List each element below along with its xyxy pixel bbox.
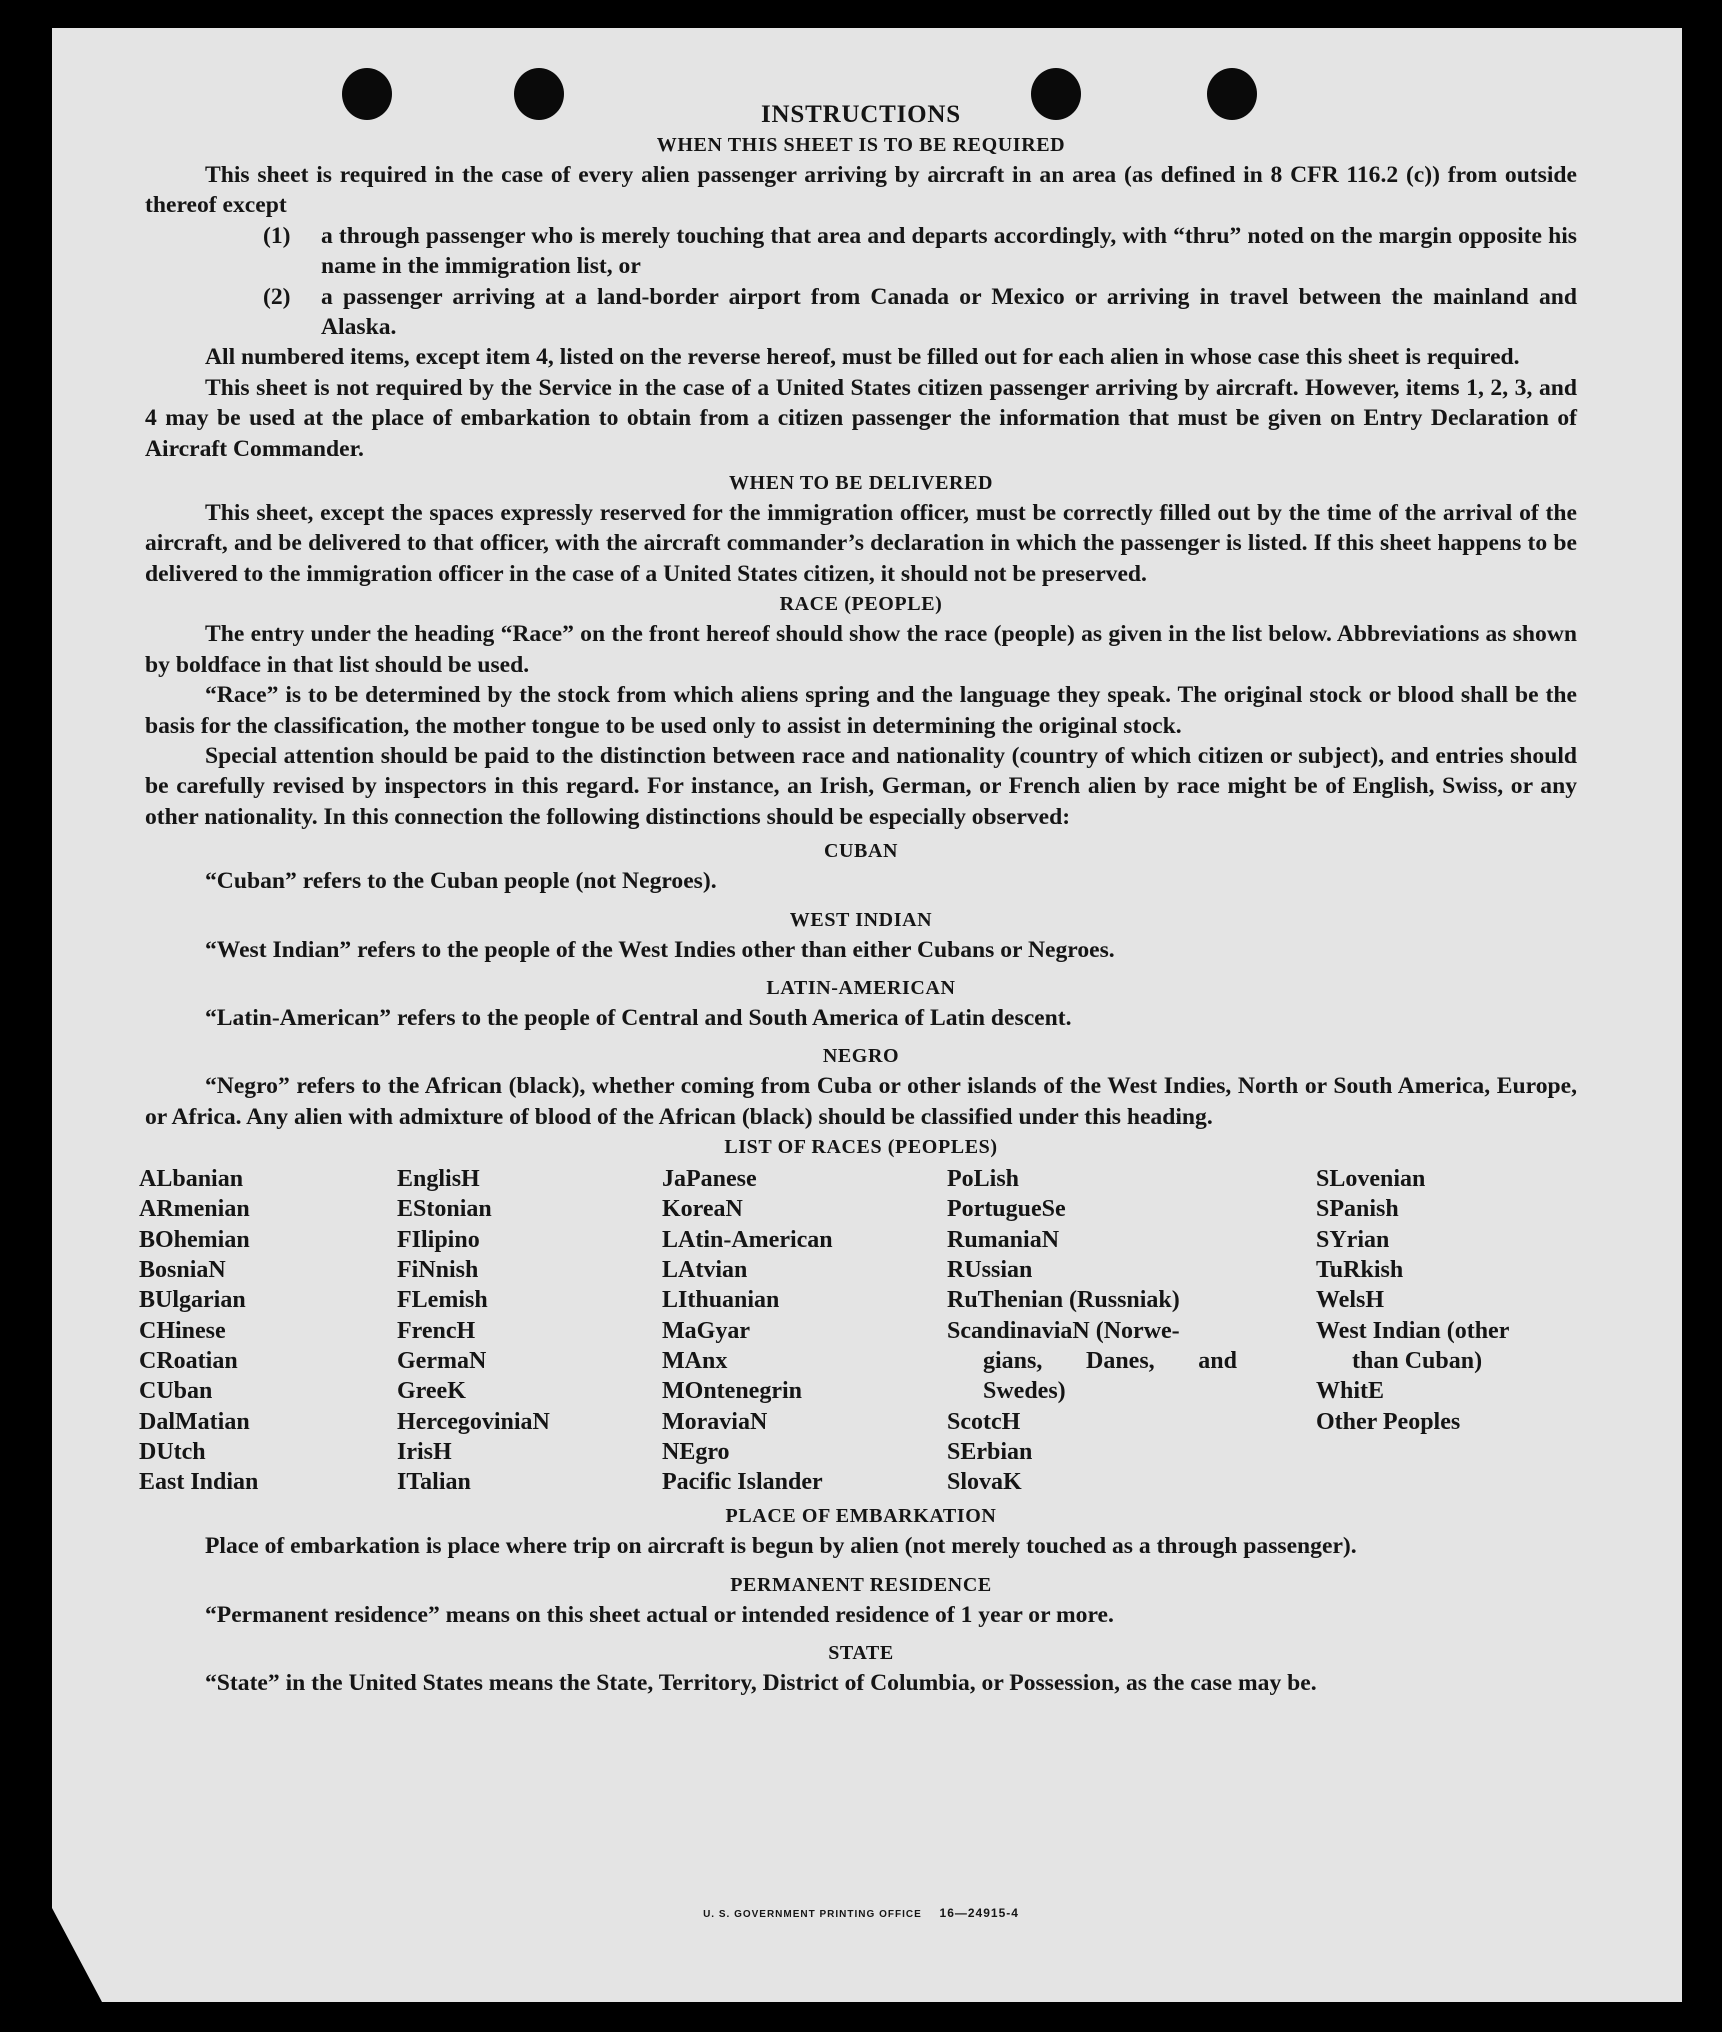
race-item: gians, Danes, and Swedes)	[983, 1347, 1237, 1405]
race-item: TuRkish	[1316, 1257, 1404, 1284]
race-item: WhitE	[1316, 1378, 1385, 1405]
page-title: INSTRUCTIONS	[761, 101, 961, 128]
race-item: MAnx	[662, 1347, 728, 1374]
item-text: a through passenger who is merely touching that area and departs accordingly, with “thru” noted on the margin opposite his name in the immigration list, or	[321, 222, 1577, 280]
paragraph: “West Indian” refers to the people of the West Indies other than either Cubans or Negroes.	[205, 936, 1115, 963]
paragraph: “Race” is to be determined by the stock from which aliens spring and the language they speak. The original stock or blood shall be the basis for the classification, the mother tongue to be used only to assist in determining the original stock.	[145, 682, 1577, 739]
item-text: a passenger arriving at a land-border airport from Canada or Mexico or arriving in travel between the mainland and Alaska.	[321, 283, 1577, 341]
race-item: MOntenegrin	[662, 1378, 802, 1405]
heading-west-indian: WEST INDIAN	[789, 908, 933, 931]
race-item: SlovaK	[947, 1469, 1022, 1496]
race-item: than Cuban)	[1352, 1347, 1483, 1374]
heading-cuban: CUBAN	[823, 840, 899, 863]
races-column	[947, 1164, 1237, 1497]
instructions-body	[139, 100, 1577, 1699]
race-item: CHinese	[139, 1317, 226, 1344]
list-item	[263, 221, 1577, 282]
paragraph: All numbered items, except item 4, listed on the reverse hereof, must be filled out for each alien in whose case this sheet is required.	[205, 344, 1520, 371]
race-item: RumaniaN	[947, 1226, 1060, 1253]
race-item: ScotcH	[947, 1408, 1021, 1435]
heading-permanent-residence: PERMANENT RESIDENCE	[730, 1573, 992, 1596]
race-item: SYrian	[1316, 1226, 1390, 1253]
race-item: SLovenian	[1316, 1166, 1426, 1193]
item-number: (1)	[263, 222, 291, 249]
race-item: EnglisH	[397, 1166, 480, 1193]
races-column	[139, 1164, 397, 1497]
heading-embarkation: PLACE OF EMBARKATION	[725, 1505, 997, 1528]
race-item: DalMatian	[139, 1408, 250, 1435]
printer-name: U. S. GOVERNMENT PRINTING OFFICE	[703, 1909, 922, 1920]
race-item: FLemish	[397, 1287, 488, 1314]
race-item: EStonian	[397, 1196, 492, 1223]
form-number: 16—24915-4	[939, 1906, 1019, 1920]
race-item: FiNnish	[397, 1257, 479, 1284]
race-item: MaGyar	[662, 1317, 750, 1344]
race-item: RuThenian (Russniak)	[947, 1287, 1180, 1314]
races-column	[662, 1164, 947, 1497]
heading-list-of-races: LIST OF RACES (PEOPLES)	[724, 1136, 998, 1159]
race-item: ALbanian	[139, 1166, 244, 1193]
race-item: GreeK	[397, 1378, 466, 1405]
list-item	[263, 282, 1577, 343]
paragraph: This sheet is required in the case of every alien passenger arriving by aircraft in an area (as defined in 8 CFR 116.2 (c)) from outside thereof except	[145, 162, 1577, 219]
paragraph: “State” in the United States means the State, Territory, District of Columbia, or Possession, as the case may be.	[205, 1670, 1317, 1697]
race-item: IrisH	[397, 1438, 452, 1465]
heading-required: WHEN THIS SHEET IS TO BE REQUIRED	[656, 134, 1066, 156]
paragraph: The entry under the heading “Race” on the front hereof should show the race (people) as given in the list below. Abbreviations as shown by boldface in that list should be used.	[145, 621, 1577, 678]
race-item: BUlgarian	[139, 1287, 246, 1314]
heading-latin-american: LATIN-AMERICAN	[766, 976, 956, 999]
race-item: BosniaN	[139, 1257, 226, 1284]
item-number: (2)	[263, 283, 291, 310]
paragraph: This sheet is not required by the Service in the case of a United States citizen passenger arriving by aircraft. However, items 1, 2, 3, and 4 may be used at the place of embarkation to obtain from a citizen passenger the information that must be given on Entry Declaration of Aircraft Commander.	[145, 374, 1577, 462]
race-item: KoreaN	[662, 1196, 743, 1223]
race-item: ARmenian	[139, 1196, 250, 1223]
race-item: PoLish	[947, 1166, 1020, 1193]
race-item: FrencH	[397, 1317, 476, 1344]
race-item: RUssian	[947, 1257, 1033, 1284]
paragraph: Place of embarkation is place where trip on aircraft is begun by alien (not merely touched as a through passenger).	[205, 1533, 1357, 1560]
paragraph: “Negro” refers to the African (black), whether coming from Cuba or other islands of the West Indies, North or South America, Europe, or Africa. Any alien with admixture of blood of the African (black) should be classified under this heading.	[145, 1073, 1577, 1130]
paragraph: Special attention should be paid to the distinction between race and nationality (country of which citizen or subject), and entries should be carefully revised by inspectors in this regard. For instance, an Irish, German, or French alien by race might be of English, Swiss, or any other nationality. In this connection the following distinctions should be especially observed:	[145, 742, 1577, 830]
race-item: East Indian	[139, 1469, 259, 1496]
paragraph: “Cuban” refers to the Cuban people (not Negroes).	[205, 868, 717, 895]
race-item: BOhemian	[139, 1226, 250, 1253]
races-column	[1316, 1164, 1576, 1497]
race-item: ScandinaviaN (Norwe-	[947, 1317, 1180, 1344]
race-item: LAtin-American	[662, 1226, 833, 1253]
paragraph: “Latin-American” refers to the people of Central and South America of Latin descent.	[205, 1004, 1072, 1031]
race-item: WelsH	[1316, 1287, 1385, 1314]
race-item: Pacific Islander	[662, 1469, 823, 1496]
race-item: LAtvian	[662, 1257, 748, 1284]
race-item: SPanish	[1316, 1196, 1399, 1223]
race-item: MoraviaN	[662, 1408, 768, 1435]
race-item: GermaN	[397, 1347, 487, 1374]
race-item: LIthuanian	[662, 1287, 780, 1314]
race-item: West Indian (other	[1316, 1317, 1510, 1344]
race-item: DUtch	[139, 1438, 206, 1465]
race-item: Other Peoples	[1316, 1408, 1461, 1435]
races-column	[397, 1164, 662, 1497]
race-item: ITalian	[397, 1469, 471, 1496]
heading-state: STATE	[828, 1642, 894, 1665]
race-item: CRoatian	[139, 1347, 238, 1374]
heading-race: RACE (PEOPLE)	[779, 593, 943, 616]
race-item: SErbian	[947, 1438, 1033, 1465]
paragraph: This sheet, except the spaces expressly reserved for the immigration officer, must be correctly filled out by the time of the arrival of the aircraft, and be delivered to that officer, with the aircraft commander’s declaration in which the passenger is listed. If this sheet happens to be delivered to the immigration officer in the case of a United States citizen, it should not be preserved.	[145, 500, 1577, 587]
heading-negro: NEGRO	[822, 1045, 900, 1068]
printer-imprint	[0, 1906, 1722, 1920]
paragraph: “Permanent residence” means on this sheet actual or intended residence of 1 year or more.	[205, 1601, 1114, 1628]
race-item: FIlipino	[397, 1226, 480, 1253]
race-item: NEgro	[662, 1438, 730, 1465]
race-item: PortugueSe	[947, 1196, 1066, 1223]
races-list	[139, 1164, 1577, 1497]
race-item: CUban	[139, 1378, 213, 1405]
race-item: HercegoviniaN	[397, 1408, 550, 1435]
heading-delivered: WHEN TO BE DELIVERED	[728, 472, 994, 495]
race-item: JaPanese	[662, 1166, 757, 1193]
